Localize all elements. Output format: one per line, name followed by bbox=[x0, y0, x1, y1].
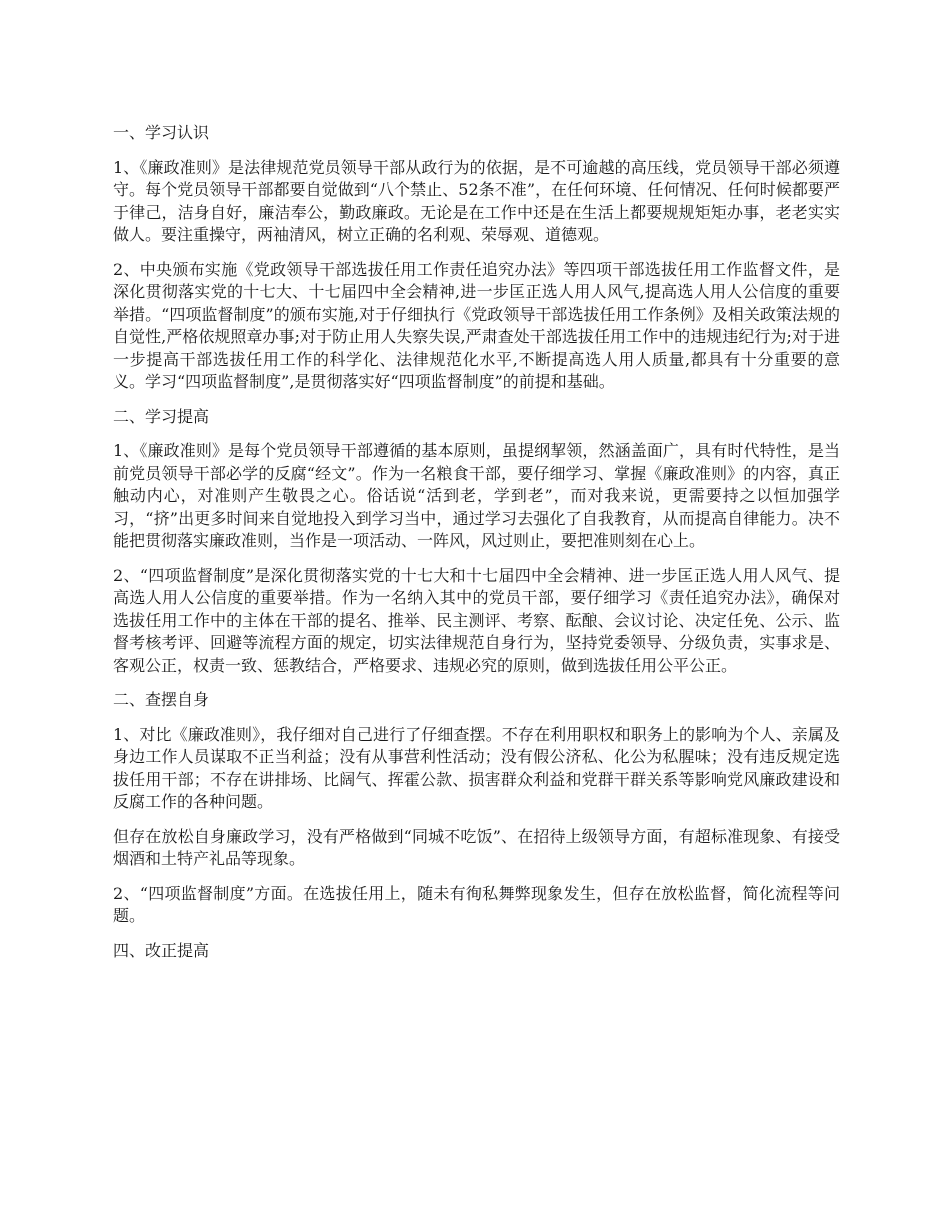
section-heading-self-check: 二、查摆自身 bbox=[113, 690, 210, 709]
paragraph: 2、“四项监督制度”是深化贯彻落实党的十七大和十七届四中全会精神、进一步匡正选人用人风气、提高选人用人公信度的重要举措。作为一名纳入其中的党员干部，要仔细学习《责任追究办法》，确保对选拔任用工作中的主体在干部的提名、推举、民主测评、考察、酝酿、会议讨论、决定任免、公示、监督考核考评、回避等流程方面的规定，切实法律规范自身行为，坚持党委领导、分级负责，实事求是、客观公正，权责一致、惩教结合，严格要求、违规必究的原则，做到选拔任用公平公正。 bbox=[113, 565, 840, 675]
section-heading-study-understanding: 一、学习认识 bbox=[113, 123, 210, 142]
paragraph: 但存在放松自身廉政学习，没有严格做到“同城不吃饭”、在招待上级领导方面，有超标准现象、有接受烟酒和土特产礼品等现象。 bbox=[113, 826, 840, 868]
paragraph: 2、中央颁布实施《党政领导干部选拔任用工作责任追究办法》等四项干部选拔任用工作监督文件，是深化贯彻落实党的十七大、十七届四中全会精神,进一步匡正选人用人风气,提高选人用人公信度的重要举措。“四项监督制度”的颁布实施,对于仔细执行《党政领导干部选拔任用工作条例》及相关政策法规的自觉性,严格依规照章办事;对于防止用人失察失误,严肃查处干部选拔任用工作中的违规违纪行为;对于进一步提高干部选拔任用工作的科学化、法律规范化水平,不断提高选人用人质量,都具有十分重要的意义。学习“四项监督制度”,是贯彻落实好“四项监督制度”的前提和基础。 bbox=[113, 259, 840, 391]
paragraph: 1、《廉政准则》是法律规范党员领导干部从政行为的依据，是不可逾越的高压线，党员领导干部必须遵守。每个党员领导干部都要自觉做到“八个禁止、52条不准”，在任何环境、任何情况、任何时候都要严于律己，洁身自好，廉洁奉公，勤政廉政。无论是在工作中还是在生活上都要规规矩矩办事，老老实实做人。要注重操守，两袖清风，树立正确的名利观、荣辱观、道德观。 bbox=[113, 157, 840, 244]
section-heading-study-improve: 二、学习提高 bbox=[113, 406, 210, 426]
paragraph: 1、对比《廉政准则》，我仔细对自己进行了仔细查摆。不存在利用职权和职务上的影响为个人、亲属及身边工作人员谋取不正当利益；没有从事营利性活动；没有假公济私、化公为私腥味；没有违反规定选拔任用干部；不存在讲排场、比阔气、挥霍公款、损害群众利益和党群干群关系等影响党风廉政建设和反腐工作的各种问题。 bbox=[113, 724, 840, 811]
document-body bbox=[113, 122, 840, 974]
paragraph: 1、《廉政准则》是每个党员领导干部遵循的基本原则，虽提纲挈领，然涵盖面广，具有时代特性，是当前党员领导干部必学的反腐“经文”。作为一名粮食干部，要仔细学习、掌握《廉政准则》的内容，真正触动内心，对准则产生敬畏之心。俗话说“活到老，学到老”，而对我来说，更需要持之以恒加强学习，“挤”出更多时间来自觉地投入到学习当中，通过学习去强化了自我教育，从而提高自律能力。决不能把贯彻落实廉政准则，当作是一项活动、一阵风，风过则止，要把准则刻在心上。 bbox=[113, 441, 840, 550]
paragraph: 2、“四项监督制度”方面。在选拔任用上，随未有徇私舞弊现象发生，但存在放松监督，简化流程等问题。 bbox=[113, 883, 840, 925]
section-heading-correct-improve: 四、改正提高 bbox=[113, 940, 210, 960]
